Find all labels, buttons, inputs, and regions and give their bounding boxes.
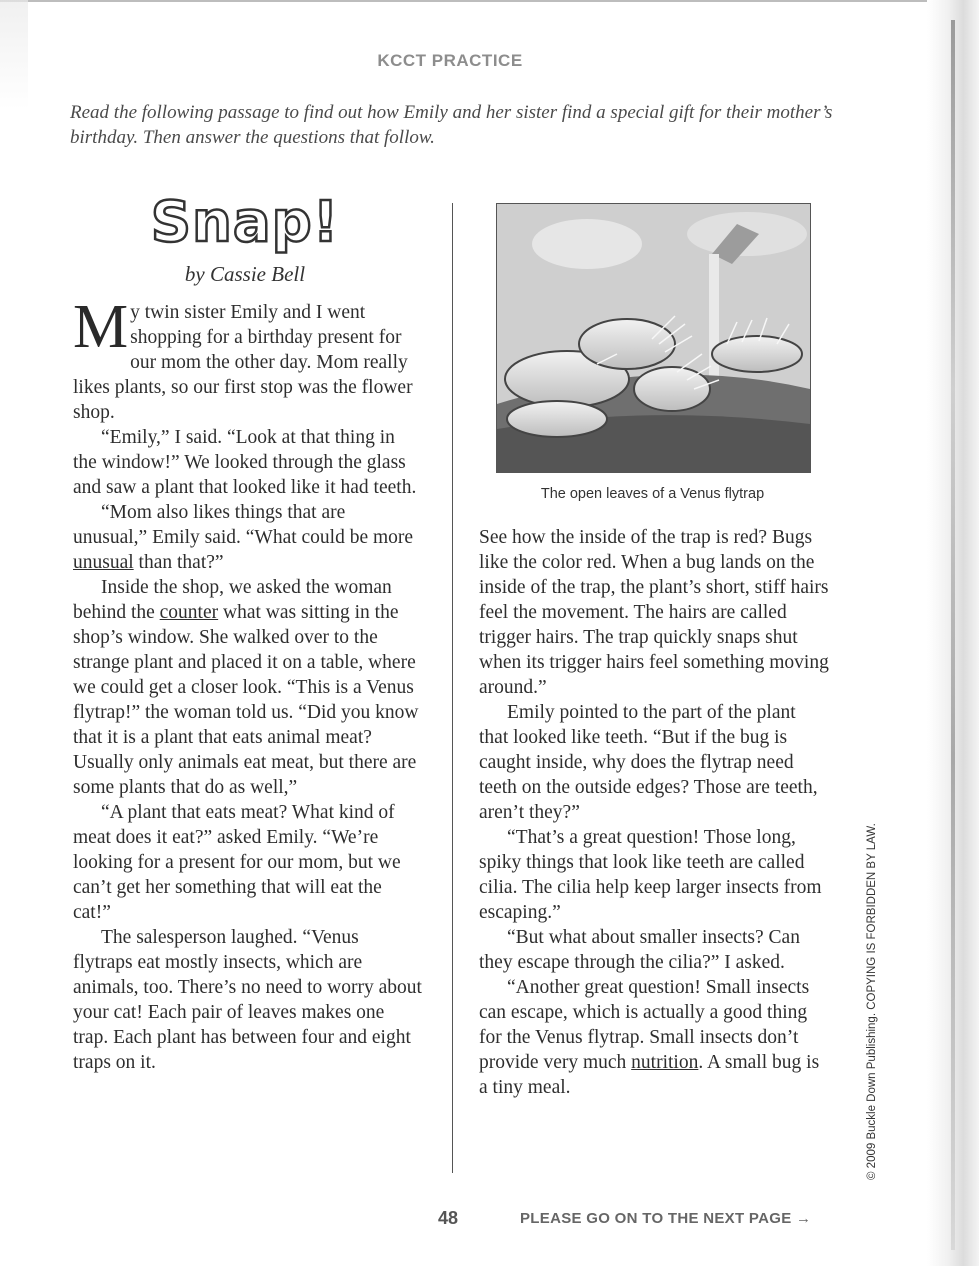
paragraph-3: “Mom also likes things that are unusual,” Emily said. “What could be more unusual than that?” bbox=[73, 502, 414, 573]
drop-cap: M bbox=[73, 293, 129, 361]
vocab-nutrition: nutrition bbox=[631, 1052, 699, 1073]
vocab-counter: counter bbox=[159, 602, 219, 623]
story-title: Snap! bbox=[150, 190, 340, 255]
scan-binding-edge bbox=[927, 0, 979, 1266]
vocab-unusual: unusual bbox=[73, 552, 134, 573]
story-byline: by Cassie Bell bbox=[184, 262, 306, 286]
copyright-notice: © 2009 Buckle Down Publishing. COPYING IS FORBIDDEN BY LAW. bbox=[866, 823, 878, 1180]
paragraph-8: Emily pointed to the part of the plant that looked like teeth. “But if the bug is caught inside, why does the flytrap need teeth on the outside edges? Those are teeth, aren’t they?” bbox=[479, 702, 818, 823]
paragraph-9: “That’s a great question! Those long, spiky things that look like teeth are called cilia. The cilia help keep larger insects from escaping.” bbox=[479, 827, 822, 923]
paragraph-10: “But what about smaller insects? Can they escape through the cilia?” I asked. bbox=[479, 927, 800, 973]
right-column bbox=[479, 525, 829, 1100]
intro-instructions: Read the following passage to find out how Emily and her sister find a special gift for their mother’s birthday. Then answer the questions that follow. bbox=[70, 102, 833, 148]
paragraph-6: The salesperson laughed. “Venus flytraps eat mostly insects, which are animals, too. There’s no need to worry about your cat! Each pair of leaves makes one trap. Each plant has between four and eight traps on it. bbox=[73, 927, 422, 1073]
scan-top-edge bbox=[0, 0, 930, 2]
venus-flytrap-photo bbox=[496, 203, 811, 473]
section-header: KCCT PRACTICE bbox=[377, 51, 523, 70]
paragraph-4: Inside the shop, we asked the woman behind the counter what was sitting in the shop’s window. She walked over to the strange plant and placed it on a table, where we could get a closer look. “This is a Venus flytrap!” the woman told us. “Did you know that it is a plant that eats animal meat? Usually only animals eat meat, but there are some plants that do as well,” bbox=[73, 577, 419, 798]
paragraph-7: See how the inside of the trap is red? Bugs like the color red. When a bug lands on the inside of the trap, the plant’s short, stiff hairs feel the movement. The hairs are called trigger hairs. The trap quickly snaps shut when its trigger hairs feel something moving around.” bbox=[479, 527, 829, 698]
photo-caption: The open leaves of a Venus flytrap bbox=[540, 486, 765, 502]
page-number: 48 bbox=[438, 1208, 459, 1228]
paragraph-2: “Emily,” I said. “Look at that thing in the window!” We looked through the glass and saw a plant that looked like it had teeth. bbox=[73, 427, 417, 498]
paragraph-1: y twin sister Emily and I went shopping for a birthday present for our mom the other day. Mom really likes plants, so our first stop was the flower shop. bbox=[73, 302, 413, 423]
column-divider bbox=[452, 203, 453, 1173]
paragraph-11: “Another great question! Small insects can escape, which is actually a good thing for the Venus flytrap. Small insects don’t provide very much nutrition. A small bug is a tiny meal. bbox=[479, 977, 820, 1098]
next-page-prompt: PLEASE GO ON TO THE NEXT PAGE → bbox=[520, 1210, 812, 1227]
paragraph-5: “A plant that eats meat? What kind of meat does it eat?” asked Emily. “We’re looking for a present for our mom, but we can’t get her something that will eat the cat!” bbox=[73, 802, 401, 923]
left-column bbox=[73, 293, 423, 1075]
